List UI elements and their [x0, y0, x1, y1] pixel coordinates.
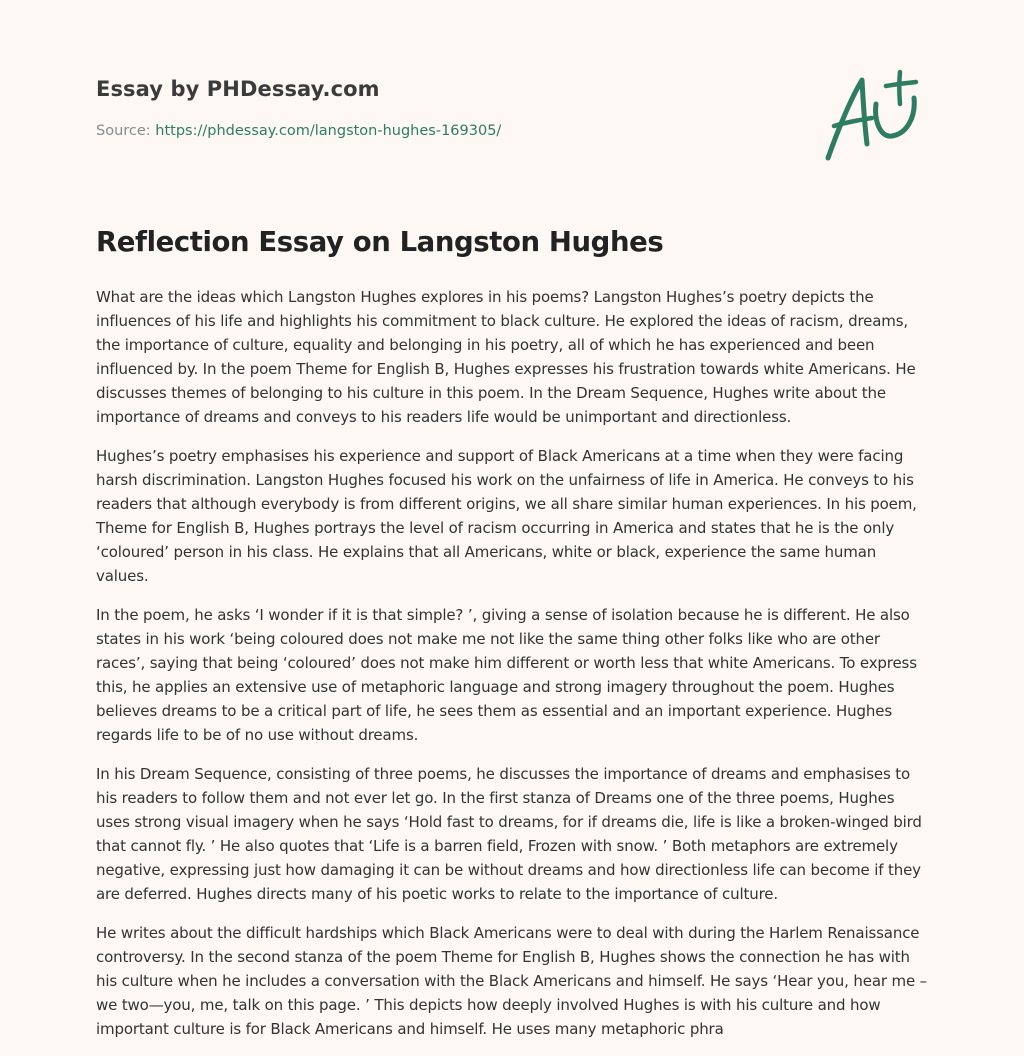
essay-paragraph: He writes about the difficult hardships which Black Americans were to deal with during the Harlem Renaissance controversy. In the second stanza of the poem Theme for English B, Hughes shows the connection he has with his culture when he includes a conversation with the Black Americans and himself. He says ‘Hear you, hear me – we two—you, me, talk on this page. ’ This depicts how deeply involved Hughes is with his culture and how important culture is for Black Americans and himself. He uses many metaphoric phra [96, 924, 928, 1038]
site-brand: Essay by PHDessay.com [96, 77, 380, 101]
source-line [96, 123, 501, 139]
a-plus-logo-icon [820, 68, 924, 164]
essay-paragraph: Hughes’s poetry emphasises his experience and support of Black Americans at a time when they were facing harsh discrimination. Langston Hughes focused his work on the unfairness of life in America. He conveys to his readers that although everybody is from different origins, we all share similar human experiences. In his poem, Theme for English B, Hughes portrays the level of racism occurring in America and states that he is the only ‘coloured’ person in his class. He explains that all Americans, white or black, experience the same human values. [96, 447, 917, 585]
source-label: Source: [96, 123, 156, 139]
source-link[interactable]: https://phdessay.com/langston-hughes-169305/ [155, 123, 502, 139]
essay-body [96, 285, 932, 1056]
essay-paragraph: In the poem, he asks ‘I wonder if it is that simple? ’, giving a sense of isolation because he is different. He also states in his work ‘being coloured does not make me not like the same thing other folks like who are other races’, saying that being ‘coloured’ does not make him different or worth less that white Americans. To express this, he applies an extensive use of metaphoric language and strong imagery throughout the poem. Hughes believes dreams to be a critical part of life, he sees them as essential and an important experience. Hughes regards life to be of no use without dreams. [96, 606, 917, 744]
essay-paragraph: In his Dream Sequence, consisting of three poems, he discusses the importance of dreams and emphasises to his readers to follow them and not ever let go. In the first stanza of Dreams one of the three poems, Hughes uses strong visual imagery when he says ‘Hold fast to dreams, for if dreams die, life is like a broken-winged bird that cannot fly. ’ He also quotes that ‘Life is a barren field, Frozen with snow. ’ Both metaphors are extremely negative, expressing just how damaging it can be without dreams and how directionless life can become if they are deferred. Hughes directs many of his poetic works to relate to the importance of culture. [96, 765, 922, 903]
essay-title: Reflection Essay on Langston Hughes [96, 226, 664, 258]
essay-paragraph: What are the ideas which Langston Hughes explores in his poems? Langston Hughes’s poetry depicts the influences of his life and highlights his commitment to black culture. He explored the ideas of racism, dreams, the importance of culture, equality and belonging in his poetry, all of which he has experienced and been influenced by. In the poem Theme for English B, Hughes expresses his frustration towards white Americans. He discusses themes of belonging to his culture in this poem. In the Dream Sequence, Hughes write about the importance of dreams and conveys to his readers life would be unimportant and directionless. [96, 288, 916, 426]
